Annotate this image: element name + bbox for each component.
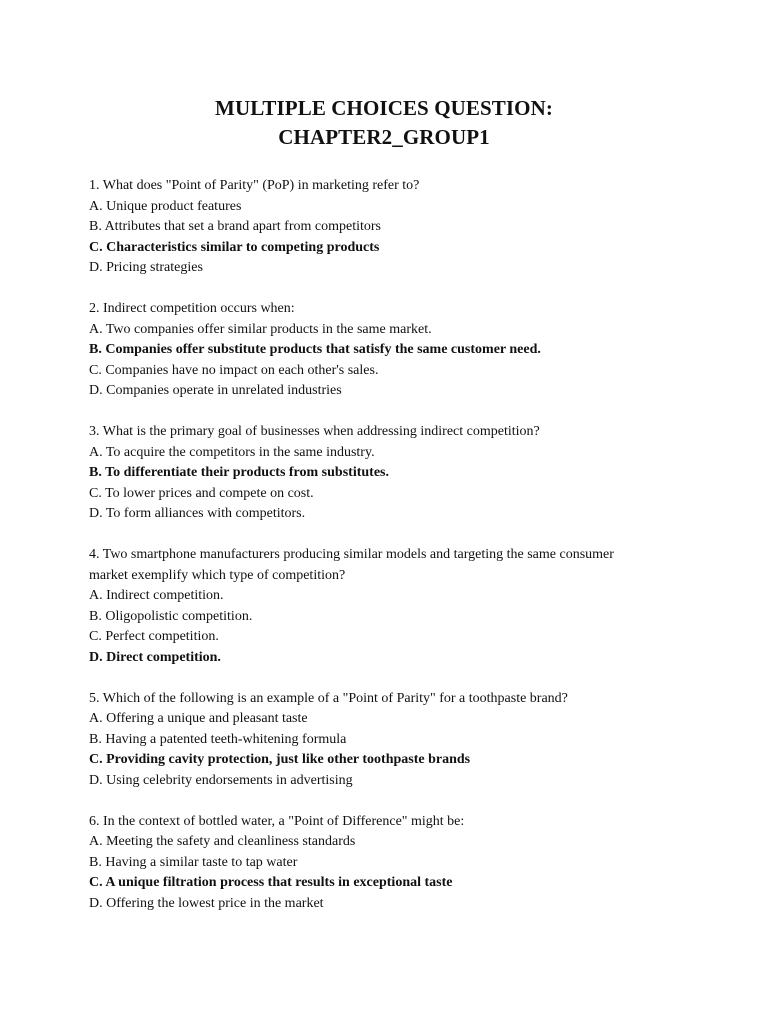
option-d: D. Companies operate in unrelated industries	[89, 383, 342, 398]
option-d: D. To form alliances with competitors.	[89, 506, 306, 521]
option-d: D. Pricing strategies	[89, 260, 203, 275]
question-text: 3. What is the primary goal of businesses when addressing indirect competition?	[89, 424, 540, 439]
question-3	[89, 422, 689, 525]
option-a: A. Offering a unique and pleasant taste	[89, 711, 308, 726]
option-b: B. Attributes that set a brand apart from competitors	[89, 219, 381, 234]
title-line-1: MULTIPLE CHOICES QUESTION:	[215, 96, 553, 120]
option-b: B. Oligopolistic competition.	[89, 608, 253, 624]
question-text-line-2: market exemplify which type of competition?	[89, 567, 346, 583]
question-1	[89, 176, 689, 279]
option-d-correct: D. Direct competition.	[89, 649, 221, 665]
option-b: B. Having a patented teeth-whitening formula	[89, 731, 347, 747]
option-d: D. Using celebrity endorsements in advertising	[89, 772, 353, 788]
question-text: 6. In the context of bottled water, a "Point of Difference" might be:	[89, 813, 465, 829]
option-d: D. Offering the lowest price in the market	[89, 895, 324, 911]
option-b-correct: B. To differentiate their products from substitutes.	[89, 465, 389, 480]
option-a: A. Two companies offer similar products in the same market.	[89, 321, 432, 337]
option-c: C. To lower prices and compete on cost.	[89, 485, 314, 501]
option-a: A. Indirect competition.	[89, 588, 224, 603]
question-list	[89, 176, 689, 935]
question-6	[89, 812, 689, 915]
option-c: C. Companies have no impact on each other's sales.	[89, 362, 379, 378]
question-4	[89, 545, 689, 668]
option-b: B. Having a similar taste to tap water	[89, 854, 298, 870]
question-text: 2. Indirect competition occurs when:	[89, 301, 295, 316]
option-a: A. To acquire the competitors in the same industry.	[89, 444, 375, 460]
question-text-line-1: 4. Two smartphone manufacturers producing similar models and targeting the same consumer	[89, 547, 614, 562]
document-title	[0, 94, 768, 152]
option-a: A. Unique product features	[89, 198, 242, 214]
question-text: 5. Which of the following is an example of a "Point of Parity" for a toothpaste brand?	[89, 690, 568, 706]
option-c: C. Perfect competition.	[89, 629, 219, 644]
option-b-correct: B. Companies offer substitute products that satisfy the same customer need.	[89, 342, 541, 357]
option-c-correct: C. A unique filtration process that results in exceptional taste	[89, 875, 453, 890]
option-c-correct: C. Characteristics similar to competing products	[89, 239, 380, 255]
title-line-2: CHAPTER2_GROUP1	[278, 125, 490, 149]
question-5	[89, 689, 689, 792]
question-text: 1. What does "Point of Parity" (PoP) in marketing refer to?	[89, 178, 420, 193]
option-a: A. Meeting the safety and cleanliness standards	[89, 834, 356, 849]
question-2	[89, 299, 689, 402]
option-c-correct: C. Providing cavity protection, just like other toothpaste brands	[89, 752, 471, 767]
